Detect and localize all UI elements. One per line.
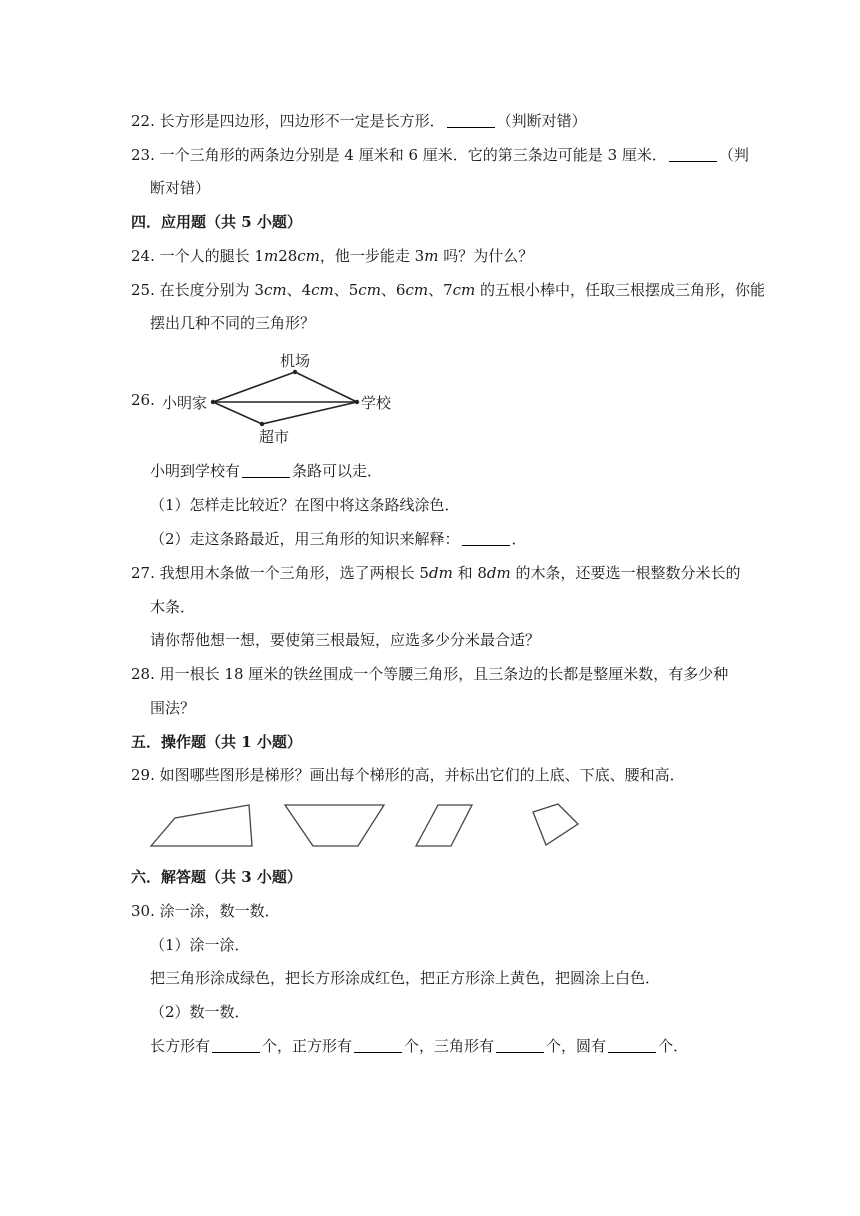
shape-quadrilateral-4 — [533, 804, 578, 845]
question-28-continued: 围法？ — [150, 699, 196, 717]
text-part: 小明到学校有 — [150, 462, 241, 480]
question-30-sub1: （1）涂一涂． — [150, 936, 250, 954]
question-26-line1 — [150, 461, 382, 481]
route-via-market — [213, 402, 357, 424]
text-part: 我想用木条做一个三角形，选了两根长 5 — [159, 564, 429, 582]
text-part: 28 — [278, 247, 298, 265]
question-25 — [131, 280, 765, 300]
text-part: （2）走这条路最近，用三角形的知识来解释： — [150, 530, 460, 548]
quadrilateral-figures — [148, 800, 588, 852]
question-24 — [131, 246, 533, 266]
question-text: 如图哪些图形是梯形？画出每个梯形的高，并标出它们的上底、下底、腰和高． — [159, 766, 685, 784]
question-text: 一个三角形的两条边分别是 4 厘米和 6 厘米．它的第三条边可能是 3 厘米． — [159, 146, 667, 164]
question-22 — [131, 111, 587, 131]
question-30 — [131, 901, 280, 921]
question-23 — [131, 145, 749, 165]
question-number: 22. — [131, 112, 155, 130]
question-23-continued: 断对错） — [150, 179, 211, 197]
answer-blank[interactable] — [242, 462, 290, 478]
question-number: 24. — [131, 247, 155, 265]
text-part: ． — [511, 530, 527, 548]
text-part: 条路可以走． — [292, 462, 383, 480]
question-text: 用一根长 18 厘米的铁丝围成一个等腰三角形，且三条边的长都是整厘米数，有多少种 — [159, 665, 729, 683]
text-part: 、4 — [286, 281, 312, 299]
question-27-line2: 请你帮他想一想，要使第三根最短，应选多少分米最合适？ — [150, 631, 541, 649]
question-28 — [131, 664, 728, 684]
unit: cm — [311, 281, 334, 299]
text-part: 的五根小棒中，任取三根摆成三角形，你能 — [475, 281, 766, 299]
question-26-sub1: （1）怎样走比较近？在图中将这条路线涂色． — [150, 496, 460, 514]
answer-blank[interactable] — [447, 112, 495, 128]
section-heading-4: 四．应用题（共 5 小题） — [131, 213, 302, 231]
shape-quadrilateral-1 — [151, 805, 252, 846]
question-29 — [131, 765, 685, 785]
unit: cm — [405, 281, 429, 299]
question-27 — [131, 563, 741, 583]
question-text: 长方形是四边形，四边形不一定是长方形． — [159, 112, 445, 130]
question-number: 28. — [131, 665, 155, 683]
label-school: 学校 — [361, 394, 392, 412]
label-market: 超市 — [259, 428, 290, 445]
question-26-number: 26. — [131, 391, 155, 409]
answer-blank[interactable] — [669, 146, 717, 162]
unit: cm — [297, 247, 320, 265]
judge-hint: （判断对错） — [496, 112, 587, 130]
text-part: 个，三角形有 — [404, 1037, 495, 1055]
unit: m — [424, 247, 439, 265]
question-26-sub2 — [150, 529, 527, 549]
question-number: 30. — [131, 902, 155, 920]
question-number: 27. — [131, 564, 155, 582]
unit: cm — [358, 281, 381, 299]
question-30-count-line — [150, 1036, 688, 1056]
label-home: 小明家 — [162, 394, 208, 412]
answer-blank-circles[interactable] — [608, 1037, 656, 1053]
unit: dm — [486, 564, 511, 582]
text-part: 个． — [658, 1037, 689, 1055]
text-part: 一个人的腿长 1 — [159, 247, 264, 265]
answer-blank-squares[interactable] — [354, 1037, 402, 1053]
text-part: 、7 — [428, 281, 453, 299]
shape-trapezoid — [285, 805, 384, 846]
question-number: 29. — [131, 766, 155, 784]
answer-blank[interactable] — [462, 530, 510, 546]
unit: cm — [452, 281, 476, 299]
answer-blank-triangles[interactable] — [496, 1037, 544, 1053]
question-number: 23. — [131, 146, 155, 164]
question-30-line1: 把三角形涂成绿色，把长方形涂成红色，把正方形涂上黄色，把圆涂上白色． — [150, 969, 661, 987]
question-27-continued: 木条． — [150, 598, 196, 616]
route-figure — [150, 345, 410, 445]
unit: cm — [263, 281, 287, 299]
text-part: 个，圆有 — [546, 1037, 607, 1055]
unit: dm — [428, 564, 453, 582]
question-30-sub2: （2）数一数． — [150, 1003, 250, 1021]
shape-parallelogram — [416, 805, 472, 846]
text-part: 个，正方形有 — [262, 1037, 353, 1055]
text-part: 吗？为什么？ — [438, 247, 534, 265]
route-via-airport — [213, 372, 357, 402]
text-part: 长方形有 — [150, 1037, 211, 1055]
section-heading-6: 六．解答题（共 3 小题） — [131, 868, 302, 886]
text-part: 在长度分别为 3 — [159, 281, 264, 299]
judge-hint: （判 — [718, 146, 749, 164]
text-part: ，他一步能走 3 — [319, 247, 425, 265]
question-text: 涂一涂，数一数． — [159, 902, 280, 920]
text-part: 和 8 — [452, 564, 487, 582]
text-part: 、6 — [380, 281, 406, 299]
unit: m — [263, 247, 279, 265]
label-airport: 机场 — [280, 352, 311, 370]
answer-blank-rectangles[interactable] — [212, 1037, 260, 1053]
text-part: 的木条，还要选一根整数分米长的 — [510, 564, 741, 582]
section-heading-5: 五．操作题（共 1 小题） — [131, 733, 302, 751]
question-number: 25. — [131, 281, 155, 299]
question-25-continued: 摆出几种不同的三角形？ — [150, 314, 316, 332]
text-part: 、5 — [333, 281, 359, 299]
